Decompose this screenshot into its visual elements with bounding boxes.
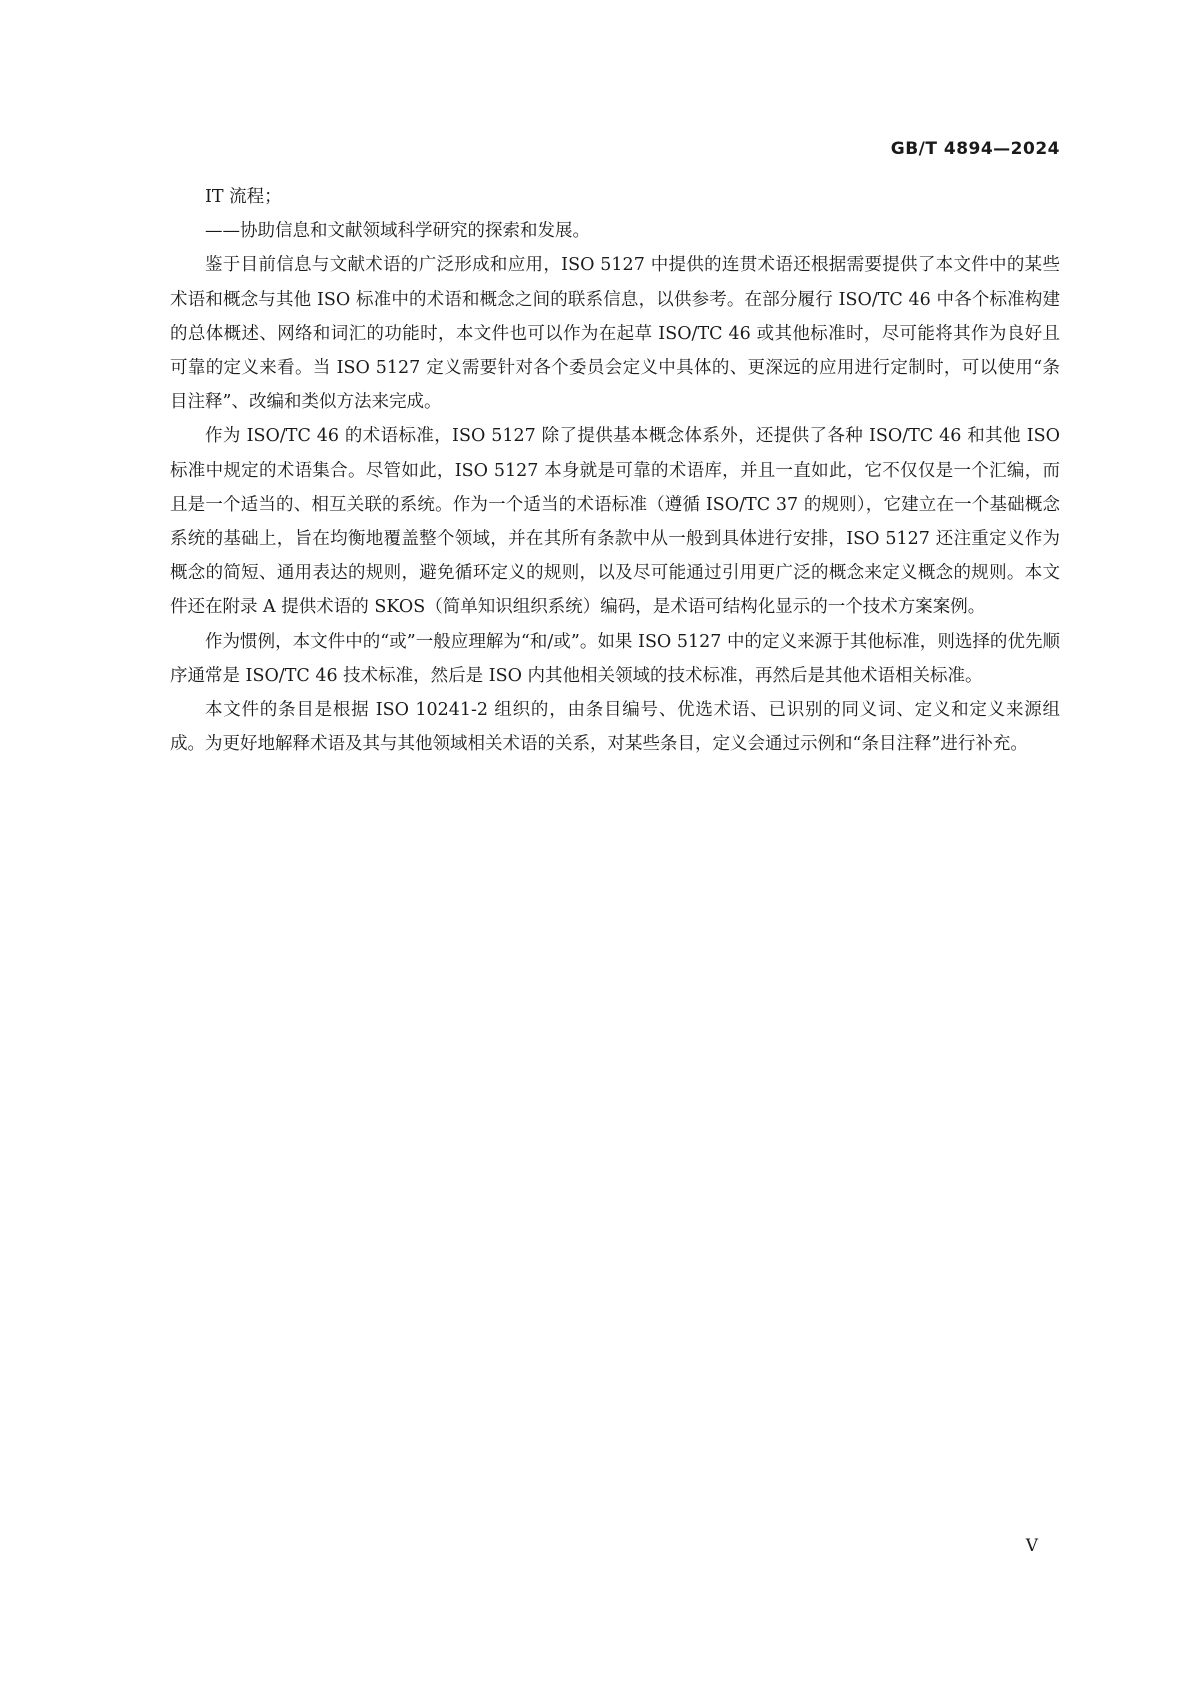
paragraph: 作为 ISO/TC 46 的术语标准，ISO 5127 除了提供基本概念体系外，还提供了各种 ISO/TC 46 和其他 ISO 标准中规定的术语集合。尽管如此，ISO 5127 本身就是可靠的术语库，并且一直如此，它不仅仅是一个汇编，而且是一个适当的、相互关联的系统。作为一个适当的术语标准（遵循 ISO/TC 37 的规则），它建立在一个基础概念系统的基础上，旨在均衡地覆盖整个领域，并在其所有条款中从一般到具体进行安排，ISO 5127 还注重定义作为概念的简短、通用表达的规则，避免循环定义的规则，以及尽可能通过引用更广泛的概念来定义概念的规则。本文件还在附录 A 提供术语的 SKOS（简单知识组织系统）编码，是术语可结构化显示的一个技术方案案例。 [170, 426, 1060, 618]
list-item-continuation: IT 流程； [205, 187, 282, 207]
paragraph: 本文件的条目是根据 ISO 10241-2 组织的，由条目编号、优选术语、已识别的同义词、定义和定义来源组成。为更好地解释术语及其与其他领域相关术语的关系，对某些条目，定义会通过示例和“条目注释”进行补充。 [170, 700, 1060, 755]
body-text [170, 180, 1060, 761]
paragraph: 作为惯例，本文件中的“或”一般应理解为“和/或”。如果 ISO 5127 中的定义来源于其他标准，则选择的优先顺序通常是 ISO/TC 46 技术标准，然后是 ISO 内其他相关领域的技术标准，再然后是其他术语相关标准。 [170, 631, 1060, 686]
list-item: ——协助信息和文献领域科学研究的探索和发展。 [205, 221, 590, 242]
paragraph: 鉴于目前信息与文献术语的广泛形成和应用，ISO 5127 中提供的连贯术语还根据需要提供了本文件中的某些术语和概念与其他 ISO 标准中的术语和概念之间的联系信息，以供参考。在部分履行 ISO/TC 46 中各个标准构建的总体概述、网络和词汇的功能时，本文件也可以作为在起草 ISO/TC 46 或其他标准时，尽可能将其作为良好且可靠的定义来看。当 ISO 5127 定义需要针对各个委员会定义中具体的、更深远的应用进行定制时，可以使用“条目注释”、改编和类似方法来完成。 [170, 255, 1060, 413]
standard-number: GB/T 4894—2024 [890, 139, 1060, 159]
page-number: V [1025, 1536, 1038, 1556]
